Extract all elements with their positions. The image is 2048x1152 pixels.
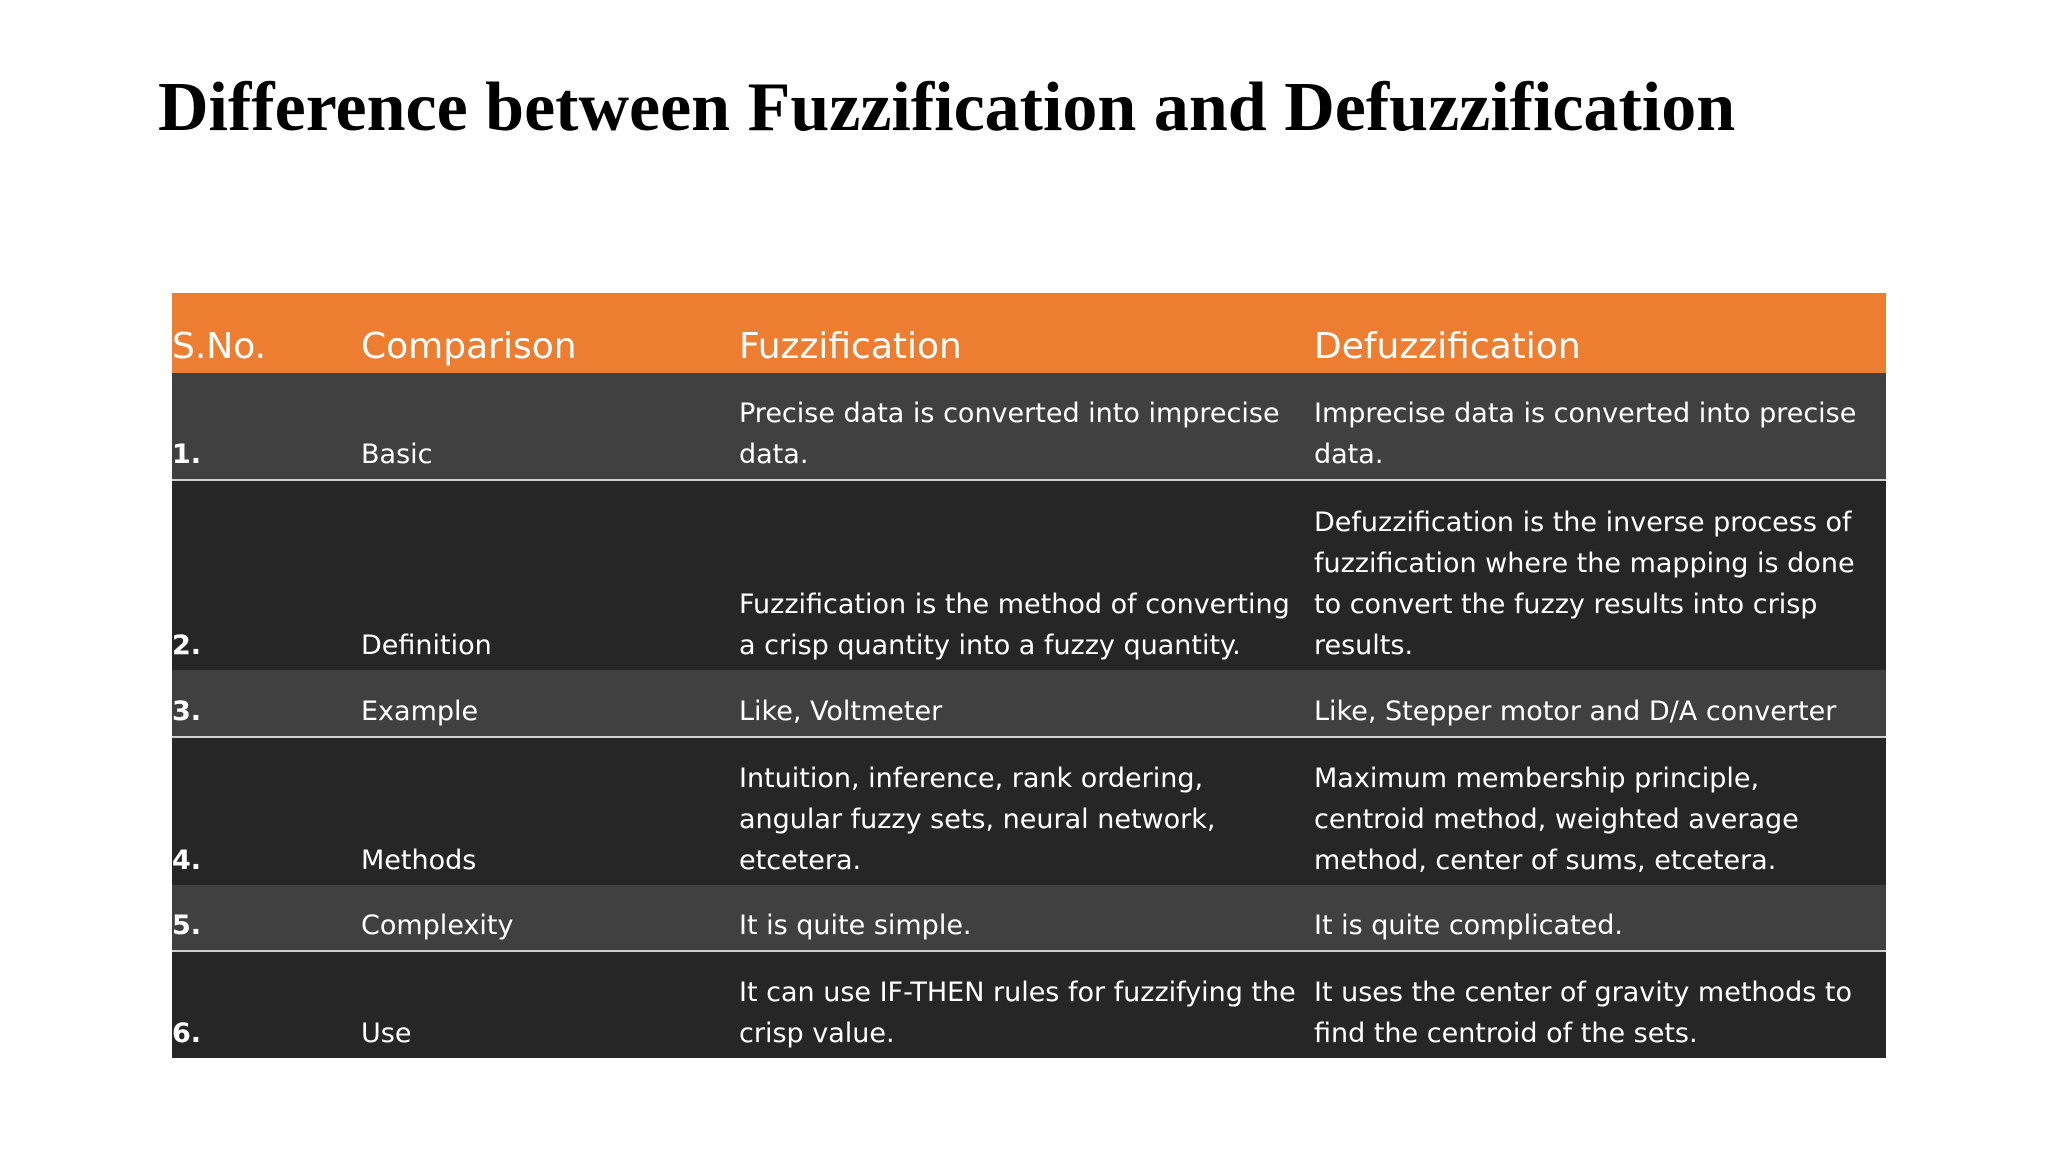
table-row xyxy=(172,885,1886,951)
cell-sno: 3. xyxy=(172,670,361,737)
cell-defuzzification: Imprecise data is converted into precise data. xyxy=(1314,373,1886,480)
cell-sno: 1. xyxy=(172,373,361,480)
cell-sno: 2. xyxy=(172,480,361,670)
table-row xyxy=(172,737,1886,885)
comparison-table xyxy=(172,293,1886,1058)
cell-fuzzification: Precise data is converted into imprecise data. xyxy=(739,373,1314,480)
cell-defuzzification: It uses the center of gravity methods to find the centroid of the sets. xyxy=(1314,951,1886,1058)
cell-defuzzification: Defuzzification is the inverse process of fuzzification where the mapping is done to convert the fuzzy results into crisp results. xyxy=(1314,480,1886,670)
header-sno: S.No. xyxy=(172,293,361,373)
cell-sno: 4. xyxy=(172,737,361,885)
cell-defuzzification: It is quite complicated. xyxy=(1314,885,1886,951)
table-row xyxy=(172,373,1886,480)
cell-comparison: Complexity xyxy=(361,885,739,951)
cell-fuzzification: It can use IF-THEN rules for fuzzifying the crisp value. xyxy=(739,951,1314,1058)
cell-comparison: Example xyxy=(361,670,739,737)
table-header-row xyxy=(172,293,1886,373)
cell-comparison: Definition xyxy=(361,480,739,670)
cell-comparison: Basic xyxy=(361,373,739,480)
cell-comparison: Use xyxy=(361,951,739,1058)
cell-defuzzification: Maximum membership principle, centroid method, weighted average method, center of sums, etcetera. xyxy=(1314,737,1886,885)
cell-sno: 6. xyxy=(172,951,361,1058)
table-row xyxy=(172,480,1886,670)
cell-fuzzification: It is quite simple. xyxy=(739,885,1314,951)
cell-comparison: Methods xyxy=(361,737,739,885)
header-comparison: Comparison xyxy=(361,293,739,373)
cell-fuzzification: Fuzzification is the method of converting a crisp quantity into a fuzzy quantity. xyxy=(739,480,1314,670)
header-fuzzification: Fuzzification xyxy=(739,293,1314,373)
slide-title: Difference between Fuzzification and Defuzzification xyxy=(158,69,1736,146)
table-row xyxy=(172,951,1886,1058)
header-defuzzification: Defuzzification xyxy=(1314,293,1886,373)
cell-defuzzification: Like, Stepper motor and D/A converter xyxy=(1314,670,1886,737)
cell-fuzzification: Like, Voltmeter xyxy=(739,670,1314,737)
cell-sno: 5. xyxy=(172,885,361,951)
cell-fuzzification: Intuition, inference, rank ordering, angular fuzzy sets, neural network, etcetera. xyxy=(739,737,1314,885)
table-row xyxy=(172,670,1886,737)
